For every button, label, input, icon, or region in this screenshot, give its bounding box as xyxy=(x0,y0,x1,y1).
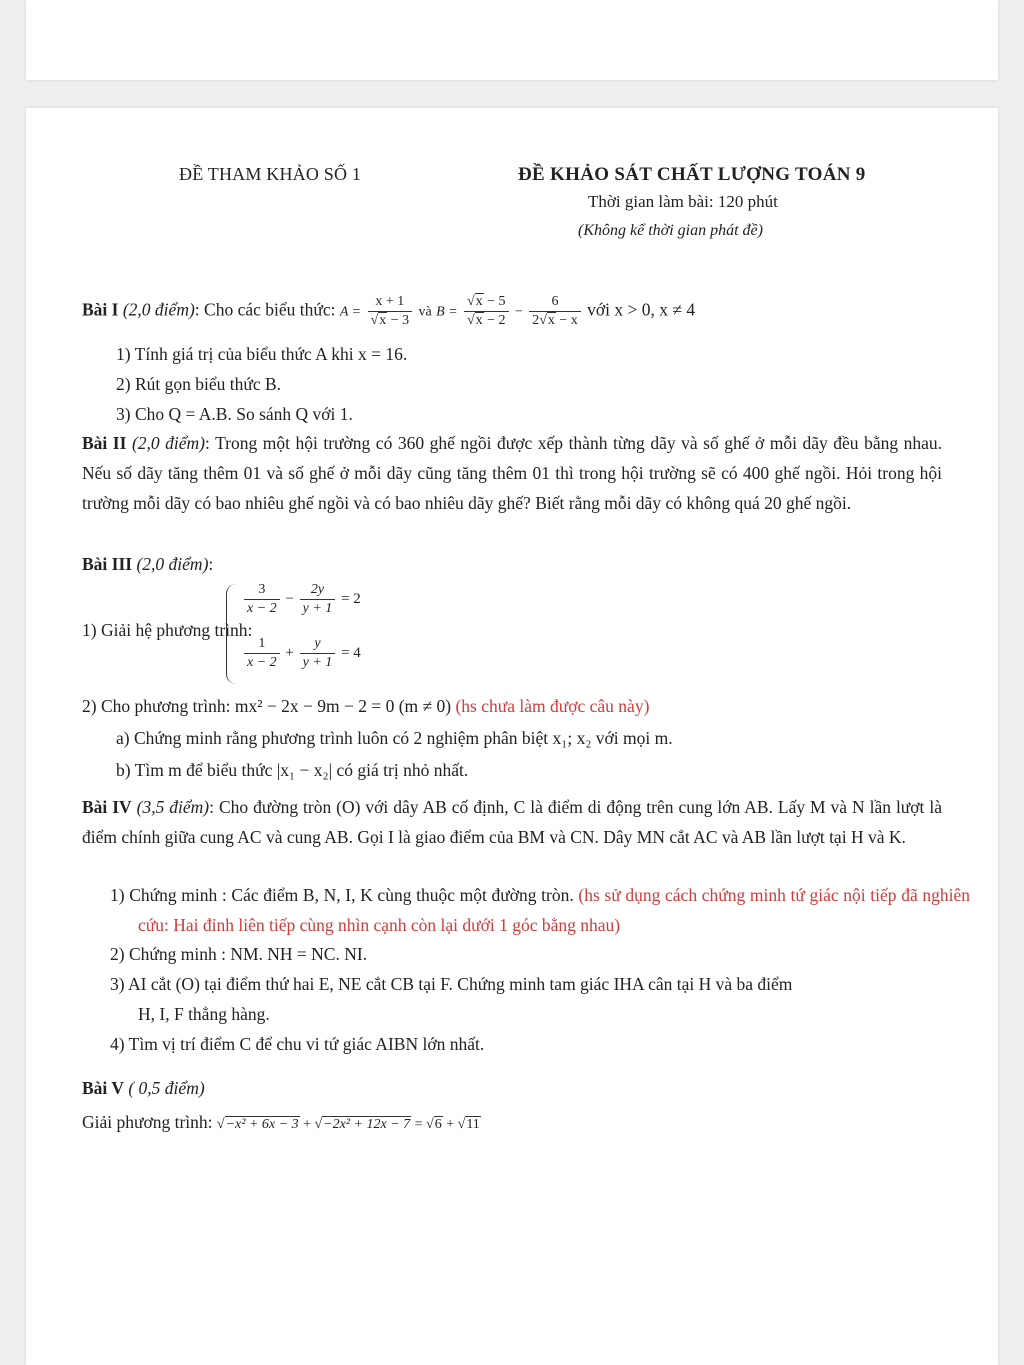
eq2-f1-num: 1 xyxy=(244,636,280,654)
bai3-points: (2,0 điểm) xyxy=(136,554,209,574)
bai1-condition: với x > 0, x ≠ 4 xyxy=(587,299,696,320)
bai4-question-2: 2) Chứng minh : NM. NH = NC. NI. xyxy=(110,944,368,964)
equals-sign: = xyxy=(414,1117,423,1132)
eq1-f2-num: 2y xyxy=(300,582,336,600)
bai3-q2-note: (hs chưa làm được câu này) xyxy=(455,696,650,716)
expr-b2-den-coef: 2 xyxy=(532,313,540,328)
expr-b1-num-rest: − 5 xyxy=(483,294,506,309)
bai1-question-2: 2) Rút gọn biểu thức B. xyxy=(116,374,282,394)
bai1-points: (2,0 điểm) xyxy=(122,299,195,320)
bai5-heading xyxy=(82,1078,205,1099)
expr-b2-denominator xyxy=(529,312,581,329)
radicand-4: 11 xyxy=(466,1117,480,1132)
eq2-f2-den: y + 1 xyxy=(302,655,333,670)
eq2-f1-den: x − 2 xyxy=(247,655,277,670)
expr-a-fraction xyxy=(368,294,413,329)
plus-1: + xyxy=(303,1117,311,1132)
bai3-label: Bài III xyxy=(82,554,133,574)
expr-b1-num-radicand: x xyxy=(475,294,483,309)
eq1-fraction-2 xyxy=(300,582,336,617)
radicand-2: −2x² + 12x − 7 xyxy=(323,1117,411,1132)
system-equation-2 xyxy=(242,636,361,671)
expr-b1-denominator xyxy=(464,312,509,329)
eq2-rhs: = 4 xyxy=(341,644,361,661)
bai5-points: ( 0,5 điểm) xyxy=(128,1078,205,1098)
bai1-intro: : Cho các biểu thức: xyxy=(194,299,336,320)
bai1-statement xyxy=(82,294,695,329)
radicand-3: 6 xyxy=(434,1117,442,1132)
expr-b1-den-radicand: x xyxy=(475,313,483,328)
bai2-points: (2,0 điểm) xyxy=(131,433,206,453)
bai1-question-3: 3) Cho Q = A.B. So sánh Q với 1. xyxy=(116,404,353,424)
time-limit: Thời gian làm bài: 120 phút xyxy=(588,192,778,211)
eq1-f2-den: y + 1 xyxy=(302,601,333,616)
expr-a-den-rest: − 3 xyxy=(387,313,410,328)
expr-b-minus: − xyxy=(514,304,523,320)
bai4-statement xyxy=(82,792,942,852)
bai1-question-1: 1) Tính giá trị của biểu thức A khi x = 16. xyxy=(116,344,408,364)
expr-b1-numerator xyxy=(464,294,509,312)
bai4-q1-note: (hs sử dụng cách chứng minh tứ giác nội tiếp đã nghiên cứu: Hai đỉnh liên tiếp cùng nhìn cạnh còn lại dưới 1 góc bằng nhau) xyxy=(138,885,970,935)
and-word: và xyxy=(418,304,432,320)
bai3-heading xyxy=(82,554,213,575)
bai2-text: : Trong một hội trường có 360 ghế ngồi được xếp thành từng dãy và số ghế ở mỗi dãy đều bằng nhau. Nếu số dãy tăng thêm 01 và số ghế ở mỗi dãy cũng tăng thêm 01 thì trong hội trường sẽ có 400 ghế ngồi. Hỏi trong hội trường mỗi dãy có bao nhiêu ghế ngồi và có bao nhiêu dãy ghế? Biết rằng mỗi dãy có không quá 20 ghế ngồi. xyxy=(82,433,942,513)
eq2-f2-num: y xyxy=(300,636,336,654)
expr-b2-den-rest: − x xyxy=(555,313,578,328)
bai3-question-2b: b) Tìm m để biểu thức |x₁ − x₂| có giá trị nhỏ nhất. xyxy=(116,760,469,780)
eq2-fraction-2 xyxy=(300,636,336,671)
exam-title: ĐỀ KHẢO SÁT CHẤT LƯỢNG TOÁN 9 xyxy=(518,164,866,185)
system-equation-1 xyxy=(242,582,361,617)
expr-b2-den-radicand: x xyxy=(547,313,555,328)
eq1-operator: − xyxy=(285,590,294,607)
expr-a-label: A = xyxy=(339,304,362,320)
eq2-operator: + xyxy=(285,644,294,661)
bai3-question-2 xyxy=(82,696,649,717)
bai4-label: Bài IV xyxy=(82,797,132,817)
expr-b2-numerator: 6 xyxy=(529,294,581,312)
bai4-question-3b: H, I, F thẳng hàng. xyxy=(138,1004,270,1024)
bai5-intro: Giải phương trình: xyxy=(82,1112,213,1132)
bai2-statement xyxy=(82,428,942,518)
bai4-question-3a: 3) AI cắt (O) tại điểm thứ hai E, NE cắt CB tại F. Chứng minh tam giác IHA cân tại H và ba điểm xyxy=(110,974,793,994)
eq2-fraction-1 xyxy=(244,636,280,671)
eq1-f1-num: 3 xyxy=(244,582,280,600)
expr-b-label: B = xyxy=(436,304,458,320)
bai1-label: Bài I xyxy=(82,299,119,320)
expr-a-denominator xyxy=(368,312,413,329)
bai4-question-4: 4) Tìm vị trí điểm C để chu vi tứ giác AIBN lớn nhất. xyxy=(110,1034,485,1054)
bai4-text: : Cho đường tròn (O) với dây AB cố định, C là điểm di động trên cung lớn AB. Lấy M và N lần lượt là điểm chính giữa cung AC và cung AB. Gọi I là giao điểm của BM và CN. Dây MN cắt AC và AB lần lượt tại H và K. xyxy=(82,797,942,847)
eq1-f1-den: x − 2 xyxy=(247,601,277,616)
previous-page xyxy=(26,0,998,80)
bai4-question-1 xyxy=(110,880,970,940)
expr-b1-den-rest: − 2 xyxy=(483,313,506,328)
reference-label: ĐỀ THAM KHẢO SỐ 1 xyxy=(179,164,362,184)
bai3-q2-text: 2) Cho phương trình: mx² − 2x − 9m − 2 = 0 (m ≠ 0) xyxy=(82,696,452,716)
time-note: (Không kể thời gian phát đề) xyxy=(578,222,763,239)
bai3-colon: : xyxy=(208,554,214,574)
bai3-question-2a: a) Chứng minh rằng phương trình luôn có 2 nghiệm phân biệt x₁; x₂ với mọi m. xyxy=(116,728,673,748)
system-brace xyxy=(226,584,237,684)
expr-a-radicand: x xyxy=(379,313,387,328)
bai5-expression xyxy=(217,1116,481,1132)
bai5-equation xyxy=(82,1112,481,1133)
bai4-q1-text: 1) Chứng minh : Các điểm B, N, I, K cùng thuộc một đường tròn. xyxy=(110,885,574,905)
eq1-rhs: = 2 xyxy=(341,590,361,607)
expr-a-numerator: x + 1 xyxy=(368,294,413,312)
eq1-fraction-1 xyxy=(244,582,280,617)
expr-b-fraction-2 xyxy=(529,294,581,329)
exam-page xyxy=(26,108,998,1365)
bai5-label: Bài V xyxy=(82,1078,124,1098)
plus-2: + xyxy=(446,1117,455,1132)
expr-b-fraction-1 xyxy=(464,294,509,329)
bai3-question-1: 1) Giải hệ phương trình: xyxy=(82,620,253,640)
radicand-1: −x² + 6x − 3 xyxy=(225,1117,299,1132)
bai2-label: Bài II xyxy=(82,433,127,453)
bai4-points: (3,5 điểm) xyxy=(136,797,210,817)
